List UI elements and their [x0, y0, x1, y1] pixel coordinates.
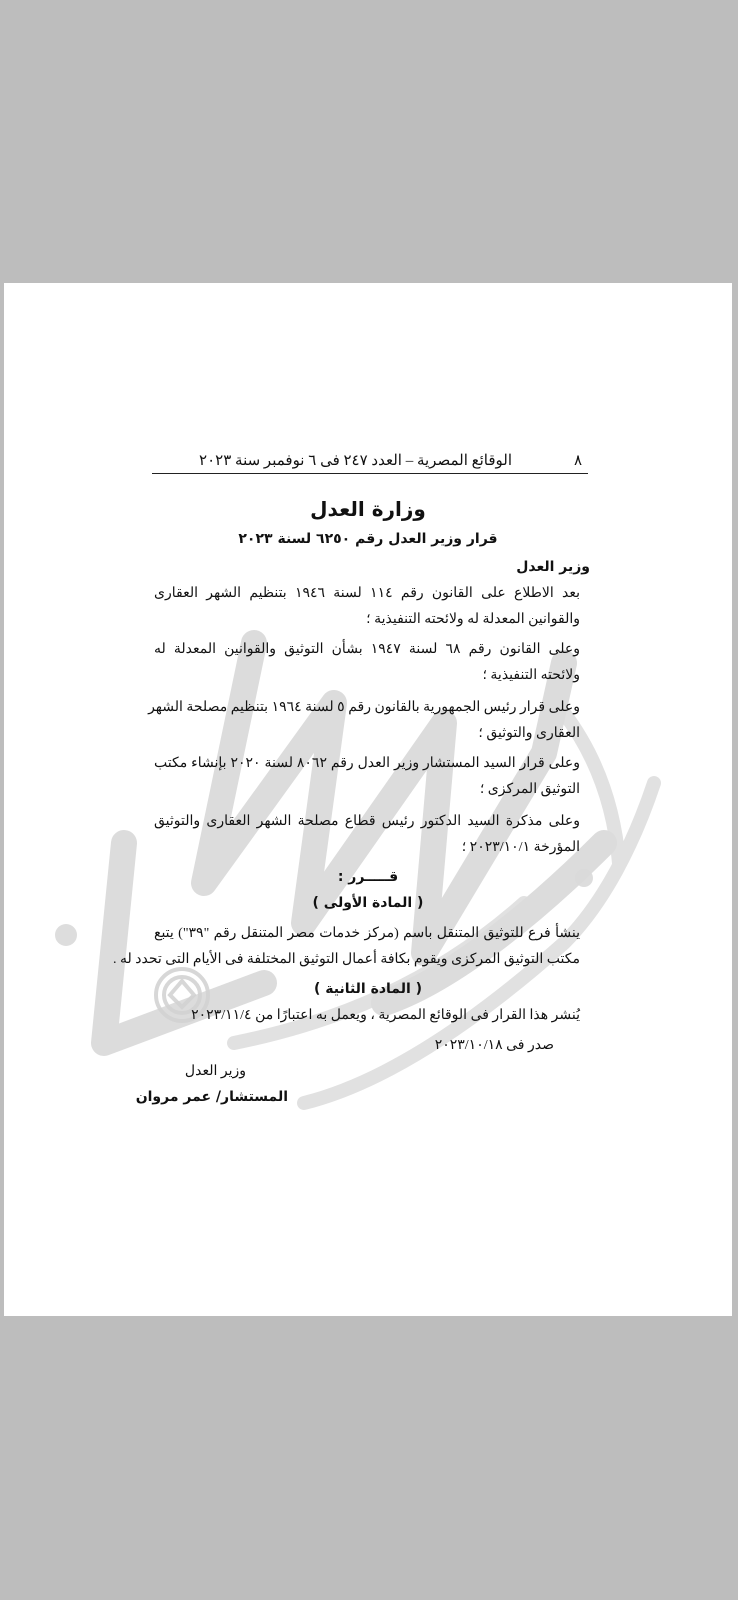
preamble-3-line-1: وعلى قرار رئيس الجمهورية بالقانون رقم ٥ لسنة ١٩٦٤ بتنظيم مصلحة الشهر [148, 700, 580, 715]
ministry-title: وزارة العدل [310, 497, 426, 521]
article-1-line-2: مكتب التوثيق المركزى ويقوم بكافة أعمال التوثيق المختلفة فى الأيام التى تحدد له . [113, 952, 580, 967]
page-number: ٨ [573, 453, 582, 469]
preamble-2-line-2: ولائحته التنفيذية ؛ [482, 668, 580, 683]
preamble-4-line-1: وعلى قرار السيد المستشار وزير العدل رقم ٨٠٦٢ لسنة ٢٠٢٠ بإنشاء مكتب [154, 756, 580, 771]
signatory-name: المستشار/ عمر مروان [135, 1089, 288, 1105]
issue-line: الوقائع المصرية – العدد ٢٤٧ فى ٦ نوفمبر سنة ٢٠٢٣ [199, 453, 512, 469]
preamble-1-line-2: والقوانين المعدلة له ولائحته التنفيذية ؛ [366, 612, 580, 627]
document-content [4, 283, 732, 1316]
preamble-2-line-1: وعلى القانون رقم ٦٨ لسنة ١٩٤٧ بشأن التوثيق والقوانين المعدلة له [154, 642, 580, 657]
preamble-3-line-2: العقارى والتوثيق ؛ [478, 726, 580, 741]
decides-heading: قـــــرر : [337, 869, 399, 885]
preamble-5-line-2: المؤرخة ٢٠٢٣/١٠/١ ؛ [461, 840, 580, 855]
preamble-1-line-1: بعد الاطلاع على القانون رقم ١١٤ لسنة ١٩٤٦ بتنظيم الشهر العقارى [154, 586, 580, 601]
preamble-4-line-2: التوثيق المركزى ؛ [479, 782, 580, 797]
document-page [4, 283, 732, 1316]
signatory-role: وزير العدل [184, 1064, 246, 1079]
article-2-line-1: يُنشر هذا القرار فى الوقائع المصرية ، ويعمل به اعتبارًا من ٢٠٢٣/١١/٤ [191, 1008, 580, 1023]
article-2-title: ( المادة الثانية ) [313, 981, 423, 997]
minister-heading: وزير العدل [516, 559, 590, 575]
preamble-5-line-1: وعلى مذكرة السيد الدكتور رئيس قطاع مصلحة الشهر العقارى والتوثيق [154, 814, 580, 829]
issued-date: صدر فى ٢٠٢٣/١٠/١٨ [434, 1038, 554, 1053]
article-1-title: ( المادة الأولى ) [312, 895, 424, 911]
decree-title: قرار وزير العدل رقم ٦٢٥٠ لسنة ٢٠٢٣ [238, 531, 498, 547]
article-1-line-1: ينشأ فرع للتوثيق المتنقل باسم (مركز خدمات مصر المتنقل رقم "٣٩") يتبع [154, 926, 580, 941]
gazette-header [152, 451, 588, 474]
